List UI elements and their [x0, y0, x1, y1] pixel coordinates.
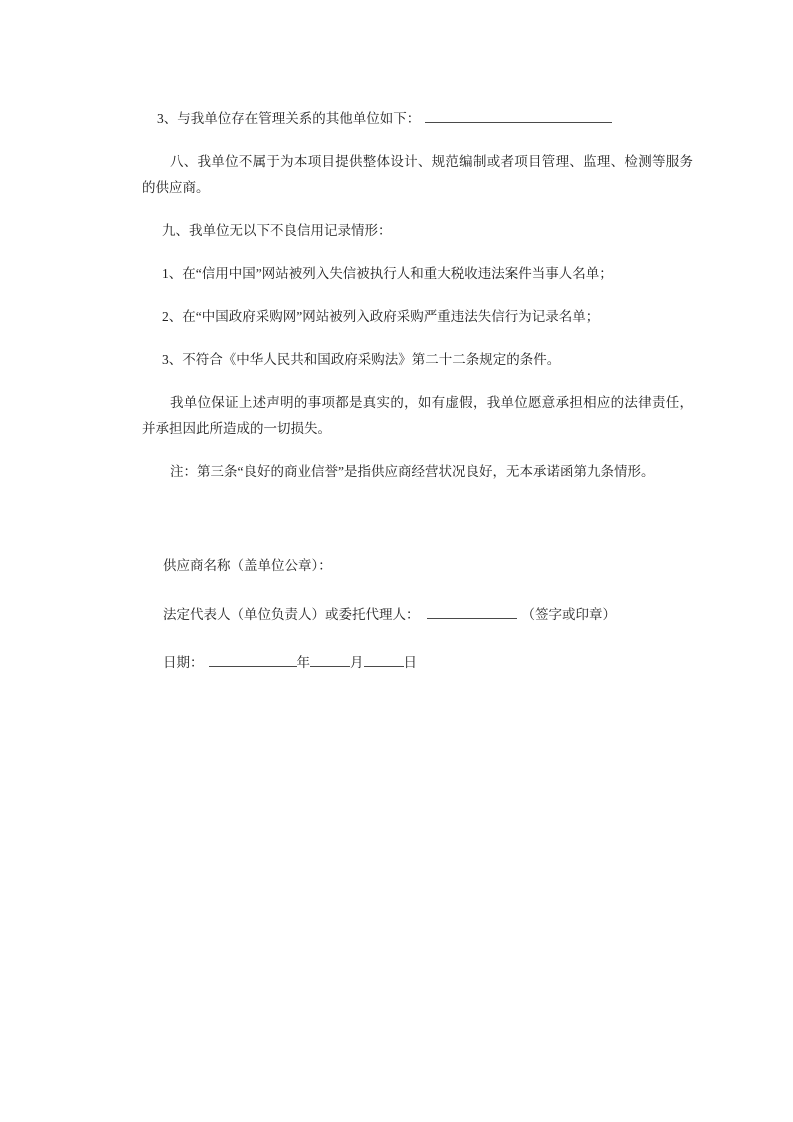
clause-9-item-3: 3、不符合《中华人民共和国政府采购法》第二十二条规定的条件。 [162, 352, 561, 367]
legal-representative-line [163, 602, 693, 628]
date-month-unit: 月 [350, 655, 364, 670]
date-line [163, 650, 693, 676]
clause-8-paragraph: 八、我单位不属于为本项目提供整体设计、规范编制或者项目管理、监理、检测等服务的供应商。 [142, 154, 693, 195]
clause-3-label: 3、与我单位存在管理关系的其他单位如下： [157, 111, 421, 126]
date-month-blank-line [310, 651, 350, 667]
clause-3-blank-line [425, 107, 612, 123]
date-year-unit: 年 [296, 655, 310, 670]
legal-representative-label: 法定代表人（单位负责人）或委托代理人： [163, 607, 420, 622]
date-day-blank-line [364, 651, 404, 667]
legal-representative-blank-line [427, 603, 517, 619]
date-year-blank-line [209, 651, 297, 667]
clause-3-other-units-line [142, 106, 693, 132]
supplier-name-line: 供应商名称（盖单位公章）： [163, 558, 332, 573]
date-label: 日期： [163, 655, 204, 670]
clause-9-item-1: 1、在“信用中国”网站被列入失信被执行人和重大税收违法案件当事人名单； [162, 266, 613, 281]
clause-9-item-2: 2、在“中国政府采购网”网站被列入政府采购严重违法失信行为记录名单； [162, 309, 600, 324]
guarantee-paragraph: 我单位保证上述声明的事项都是真实的，如有虚假，我单位愿意承担相应的法律责任，并承担因此所造成的一切损失。 [142, 395, 693, 436]
signature-or-seal-label: （签字或印章） [521, 607, 616, 622]
note-paragraph: 注：第三条“良好的商业信誉”是指供应商经营状况良好，无本承诺函第九条情形。 [170, 464, 655, 479]
clause-9-heading: 九、我单位无以下不良信用记录情形： [162, 223, 392, 238]
date-day-unit: 日 [403, 655, 417, 670]
